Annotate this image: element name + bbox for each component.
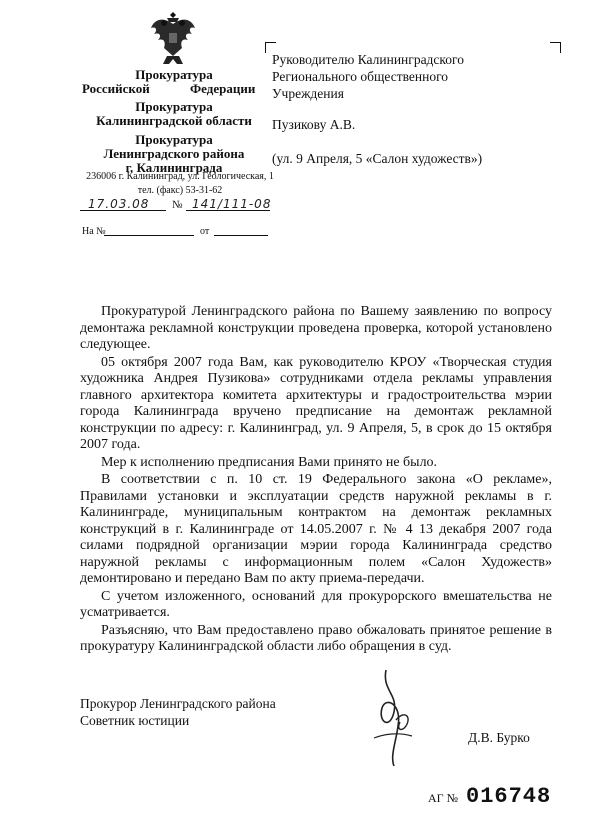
signatory-name: Д.В. Бурко bbox=[468, 730, 530, 745]
incoming-from-line bbox=[214, 235, 268, 236]
paragraph: 05 октября 2007 года Вам, как руководителю КРОУ «Творческая студия художника Андрея Пузикова» сотрудниками отдела рекламы управления главного архитектора комитета архитектуры и градостроительства мэрии города Калининграда вручено предписание на демонтаж рекламной конструкции по адресу: г. Калининград, ул. 9 Апреля, 5, в срок до 15 октября 2007 года. bbox=[80, 354, 552, 452]
paragraph: Прокуратурой Ленинградского района по Вашему заявлению по вопросу демонтажа рекламной конструкции проведена проверка, которой установлено следующее. bbox=[80, 304, 552, 352]
recipient-line: Регионального общественного bbox=[272, 69, 449, 84]
outgoing-no-label: № bbox=[172, 199, 183, 211]
org-prokuratura-district bbox=[74, 133, 274, 175]
form-series-number: 016748 bbox=[466, 784, 552, 809]
recipient-line: Руководителю Калининградского bbox=[272, 52, 464, 67]
org-title: Прокуратура bbox=[135, 99, 213, 114]
form-series-label: АГ № bbox=[428, 791, 459, 805]
recipient-name: Пузикову А.В. bbox=[272, 117, 356, 132]
outgoing-ref bbox=[80, 197, 280, 215]
signatory-title bbox=[80, 695, 276, 729]
letter-body bbox=[80, 304, 552, 657]
incoming-ref bbox=[82, 226, 282, 240]
outgoing-number: 141/111-08 bbox=[192, 197, 272, 211]
org-subtitle: Калининградской области bbox=[96, 113, 252, 128]
coat-of-arms-icon bbox=[148, 6, 198, 68]
recipient-line: Учреждения bbox=[272, 86, 344, 101]
paragraph: В соответствии с п. 10 ст. 19 Федерального закона «О рекламе», Правилами установки и эксплуатации средств наружной рекламы в г. Калининграде, муниципальным контрактом на демонтаж рекламных конструкций в г. Калининграде от 14.05.2007 г. № 4 13 декабря 2007 года силами подрядной организации мэрии города Калининграда средство наружной рекламы с информационным полем «Салон Художеств» демонтировано и передано Вам по акту приема-передачи. bbox=[80, 472, 552, 586]
incoming-from-label: от bbox=[200, 226, 210, 237]
org-rf-word1: Российской bbox=[82, 81, 150, 96]
paragraph: Мер к исполнению предписания Вами принято не было. bbox=[101, 454, 438, 470]
org-title: Прокуратура bbox=[135, 67, 213, 82]
org-rf-word2: Федерации bbox=[190, 81, 256, 96]
signatory-rank: Советник юстиции bbox=[80, 713, 190, 728]
org-address: 236006 г. Калининград, ул. Геологическая, 1 bbox=[86, 171, 274, 182]
outgoing-date: 17.03.08 bbox=[88, 197, 150, 211]
paragraph: Разъясняю, что Вам предоставлено право обжаловать принятое решение в прокуратуру Калининградской области либо обращения в суд. bbox=[80, 622, 552, 654]
org-city: г. Калининграда bbox=[125, 160, 223, 175]
org-prokuratura-rf bbox=[74, 68, 274, 82]
recipient-block bbox=[272, 51, 464, 102]
corner-mark-right bbox=[550, 42, 561, 53]
incoming-no-label: На № bbox=[82, 226, 106, 237]
org-title: Прокуратура bbox=[135, 132, 213, 147]
number-underline bbox=[186, 210, 270, 211]
org-prokuratura-region bbox=[74, 100, 274, 128]
org-phone: тел. (факс) 53-31-62 bbox=[137, 185, 223, 196]
date-underline bbox=[80, 210, 166, 211]
handwritten-signature bbox=[368, 660, 428, 770]
incoming-no-line bbox=[104, 235, 194, 236]
org-subtitle: Ленинградского района bbox=[103, 146, 245, 161]
signatory-position: Прокурор Ленинградского района bbox=[80, 696, 276, 711]
recipient-address: (ул. 9 Апреля, 5 «Салон художеств») bbox=[272, 151, 483, 166]
paragraph: С учетом изложенного, оснований для прокурорского вмешательства не усматривается. bbox=[80, 588, 552, 620]
